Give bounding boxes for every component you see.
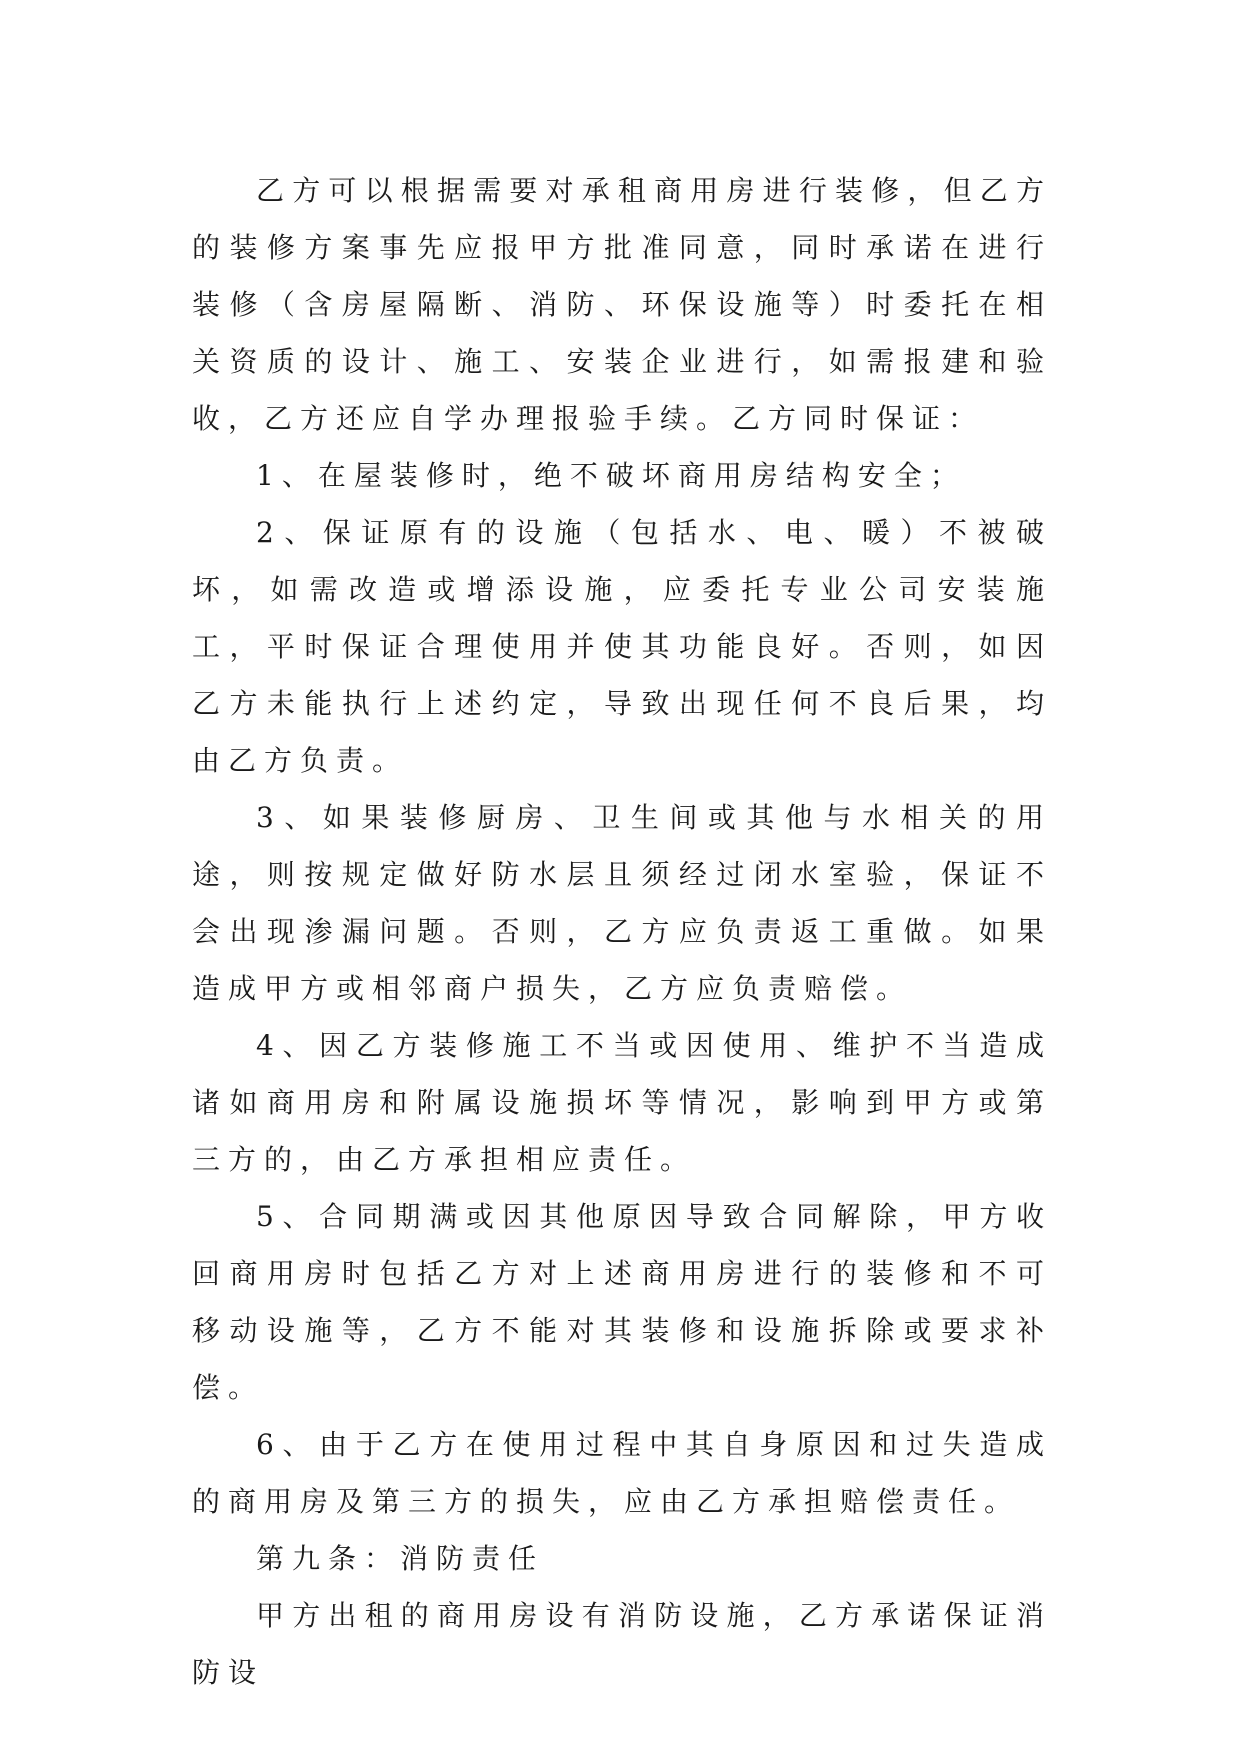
paragraph-item-5: 5、合同期满或因其他原因导致合同解除，甲方收回商用房时包括乙方对上述商用房进行的装修和不可移动设施等，乙方不能对其装修和设施拆除或要求补偿。 bbox=[192, 1200, 1052, 1404]
paragraph-item-4: 4、因乙方装修施工不当或因使用、维护不当造成诸如商用房和附属设施损坏等情况，影响到甲方或第三方的，由乙方承担相应责任。 bbox=[192, 1029, 1052, 1176]
paragraph-item-3: 3、如果装修厨房、卫生间或其他与水相关的用途，则按规定做好防水层且须经过闭水室验，保证不会出现渗漏问题。否则，乙方应负责返工重做。如果造成甲方或相邻商户损失，乙方应负责赔偿。 bbox=[192, 801, 1052, 1005]
section-heading: 第九条：消防责任 bbox=[256, 1542, 545, 1575]
paragraph-item-6: 6、由于乙方在使用过程中其自身原因和过失造成的商用房及第三方的损失，应由乙方承担赔偿责任。 bbox=[192, 1428, 1052, 1518]
paragraph-item-2: 2、保证原有的设施（包括水、电、暖）不被破坏，如需改造或增添设施，应委托专业公司安装施工，平时保证合理使用并使其功能良好。否则，如因乙方未能执行上述约定，导致出现任何不良后果，均由乙方负责。 bbox=[192, 516, 1052, 777]
document-page bbox=[192, 162, 1052, 1701]
paragraph-item-1: 1、在屋装修时，绝不破坏商用房结构安全； bbox=[256, 459, 966, 492]
paragraph-fire-safety: 甲方出租的商用房设有消防设施，乙方承诺保证消防设 bbox=[192, 1599, 1052, 1689]
paragraph-renovation-terms: 乙方可以根据需要对承租商用房进行装修，但乙方的装修方案事先应报甲方批准同意，同时承诺在进行装修（含房屋隔断、消防、环保设施等）时委托在相关资质的设计、施工、安装企业进行，如需报建和验收，乙方还应自学办理报验手续。乙方同时保证： bbox=[192, 174, 1052, 435]
